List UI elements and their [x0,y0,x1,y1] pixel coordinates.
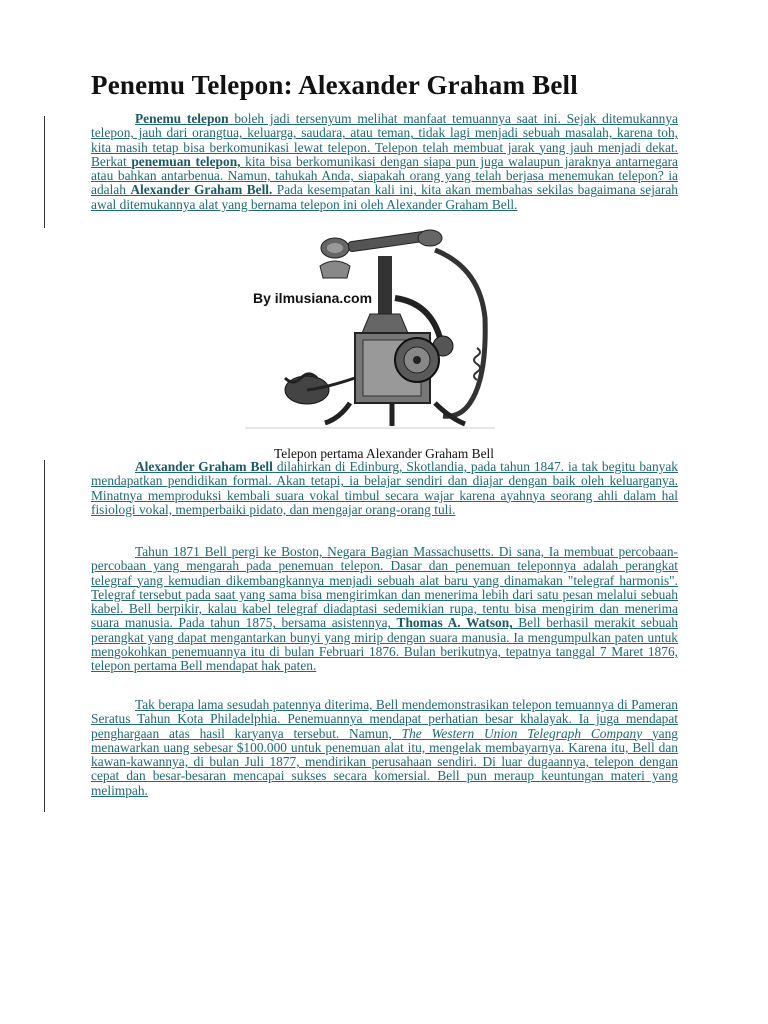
paragraph-text: kita bisa berkomunikasi dengan siapa pun juga walaupun jaraknya antarnegara atau bahkan antarbenua. Namun, tahukah Anda, siapakah orang yang telah berjasa menemukan telepon? ia adalah [91,153,678,198]
paragraph-text: Pada kesempatan kali ini, kita akan membahas sekilas bagaimana sejarah awal ditemukannya alat yang bernama telepon ini oleh Alexander Graham Bell. [91,182,678,212]
figure-caption: Telepon pertama Alexander Graham Bell [274,446,494,461]
paragraph-text: dilahirkan di Edinburg, Skotlandia, pada tahun 1847. ia tak begitu banyak mendapatkan pendidikan formal. Akan tetapi, ia belajar sendiri dan diajar dengan baik oleh keluarganya. Minatnya memproduksi kembali suara vokal timbul secara wajar karena ayahnya seorang ahli dalam hal fisiologi vokal, memperbaiki pidato, dan mengajar orang-orang tuli. [91,459,678,517]
bold-phrase: Alexander Graham Bell. [130,182,273,198]
telephone-figure [245,228,495,434]
bold-phrase: Thomas A. Watson, [396,615,513,631]
paragraph-text: Tak berapa lama sesudah patennya diterima, Bell mendemonstrasikan telepon temuannya di Pameran Seratus Tahun Kota Philadelphia. Penemuannya mendapat perhatian besar khalayak. Ia juga mendapat penghargaan atas hasil karyanya tersebut. Namun, [91,697,678,741]
margin-change-bar [44,116,45,228]
margin-change-bar [44,460,45,812]
paragraph-demonstration[interactable] [91,698,678,798]
paragraph-intro[interactable] [91,112,678,212]
paragraph-text: boleh jadi tersenyum melihat manfaat temuannya saat ini. Sejak ditemukannya telepon, jauh dari orangtua, keluarga, saudara, atau teman, tidak lagi menjadi sebuah masalah, karena toh, kita masih tetap bisa berkomunikasi lewat telepon. Telepon telah membuat jarak yang jauh menjadi dekat. Berkat [91,111,678,169]
paragraph-text: Tahun 1871 Bell pergi ke Boston, Negara Bagian Massachusetts. Di sana, Ia membuat percobaan-percobaan yang mengarah pada penemuan telepon. Dasar dan penemuan teleponnya adalah perangkat telegraf yang kemudian dikembangkannya menjadi sebuah alat baru yang dinamakan "telegraf harmonis". Telegraf tersebut pada saat yang sama bisa mengirimkan dan menerima lebih dari satu pesan melalui sebuah kabel. Bell berpikir, kalau kabel telegraf diadaptasi sedemikian rupa, tentu bisa mengirim dan menerima suara manusia. Pada tahun 1875, bersama asistennya, [91,544,678,631]
image-watermark: By ilmusiana.com [253,290,373,306]
italic-phrase: The Western Union Telegraph Company [401,725,643,741]
bold-phrase: Penemu telepon [135,111,229,126]
paragraph-invention[interactable] [91,545,678,674]
bold-phrase: penemuan telepon, [131,153,241,169]
page-title: Penemu Telepon: Alexander Graham Bell [91,70,578,100]
antique-telephone-icon [245,228,495,434]
paragraph-text: yang menawarkan uang sebesar $100.000 untuk penemuan alat itu, mengelak membayarnya. Karena itu, Bell dan kawan-kawannya, di bulan Juli 1877, mendirikan perusahaan sendiri. Di luar dugaannya, telepon dengan cepat dan besar-besaran mencapai sukses secara komersial. Bell pun meraup keuntungan materi yang melimpah. [91,725,678,798]
paragraph-text: Bell berhasil merakit sebuah perangkat yang dapat mengantarkan bunyi yang mirip dengan suara manusia. Ia mengumpulkan paten untuk mengokohkan penemuannya itu di bulan Februari 1876. Bulan berikutnya, tepatnya tanggal 7 Maret 1876, telepon pertama Bell mendapat hak paten. [91,615,678,674]
bold-phrase: Alexander Graham Bell [135,459,273,474]
paragraph-biography[interactable] [91,460,678,517]
